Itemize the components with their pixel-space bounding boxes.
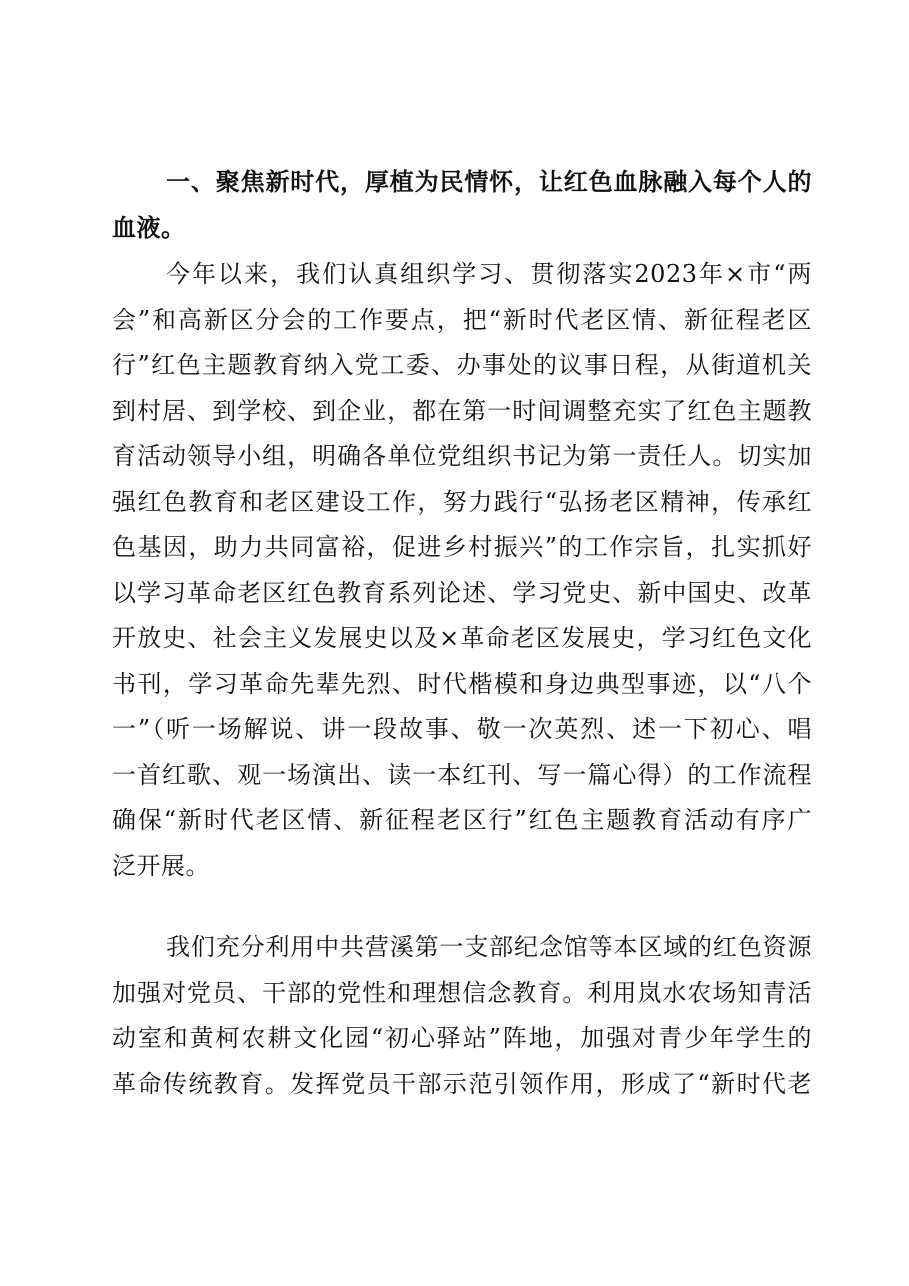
heading-line: 一、聚焦新时代，厚植为民情怀，让红色血脉融入每个人的 [166, 168, 812, 196]
paragraph-line: 动室和黄柯农耕文化园“初心驿站”阵地，加强对青少年学生的 [112, 1024, 812, 1052]
paragraph-line: 加强对党员、干部的党性和理想信念教育。利用岚水农场知青活 [112, 978, 812, 1007]
paragraph-line: 强红色教育和老区建设工作，努力践行“弘扬老区精神，传承红 [112, 487, 812, 516]
paragraph-line: 开放史、社会主义发展史以及×革命老区发展史，学习红色文化 [112, 624, 812, 652]
paragraph-line: 行”红色主题教育纳入党工委、办事处的议事日程，从街道机关 [112, 351, 812, 379]
paragraph-line: 以学习革命老区红色教育系列论述、学习党史、新中国史、改革 [112, 578, 812, 607]
paragraph-line: 一”（听一场解说、讲一段故事、敬一次英烈、述一下初心、唱 [112, 715, 812, 743]
paragraph-line: 书刊，学习革命先辈先烈、时代楷模和身边典型事迹，以“八个 [112, 669, 812, 698]
paragraph-line: 育活动领导小组，明确各单位党组织书记为第一责任人。切实加 [112, 442, 812, 470]
paragraph-line: 到村居、到学校、到企业，都在第一时间调整充实了红色主题教 [112, 396, 812, 425]
paragraph-line: 会”和高新区分会的工作要点，把“新时代老区情、新征程老区 [112, 305, 812, 334]
section-heading [112, 160, 812, 251]
paragraph-line: 确保“新时代老区情、新征程老区行”红色主题教育活动有序广 [112, 806, 812, 834]
paragraph-line: 泛开展。 [112, 851, 210, 880]
paragraph-line: 一首红歌、观一场演出、读一本红刊、写一篇心得）的工作流程 [112, 760, 812, 789]
heading-line: 血液。 [112, 213, 186, 242]
paragraph-line: 色基因，助力共同富裕，促进乡村振兴”的工作宗旨，扎实抓好 [112, 533, 812, 561]
paragraph-line: 革命传统教育。发挥党员干部示范引领作用，形成了“新时代老 [112, 1069, 812, 1098]
paragraph-line: 我们充分利用中共营溪第一支部纪念馆等本区域的红色资源 [166, 933, 812, 961]
paragraph-2 [112, 925, 812, 1107]
paragraph-1 [112, 252, 812, 889]
paragraph-line: 今年以来，我们认真组织学习、贯彻落实2023年×市“两 [166, 260, 812, 288]
